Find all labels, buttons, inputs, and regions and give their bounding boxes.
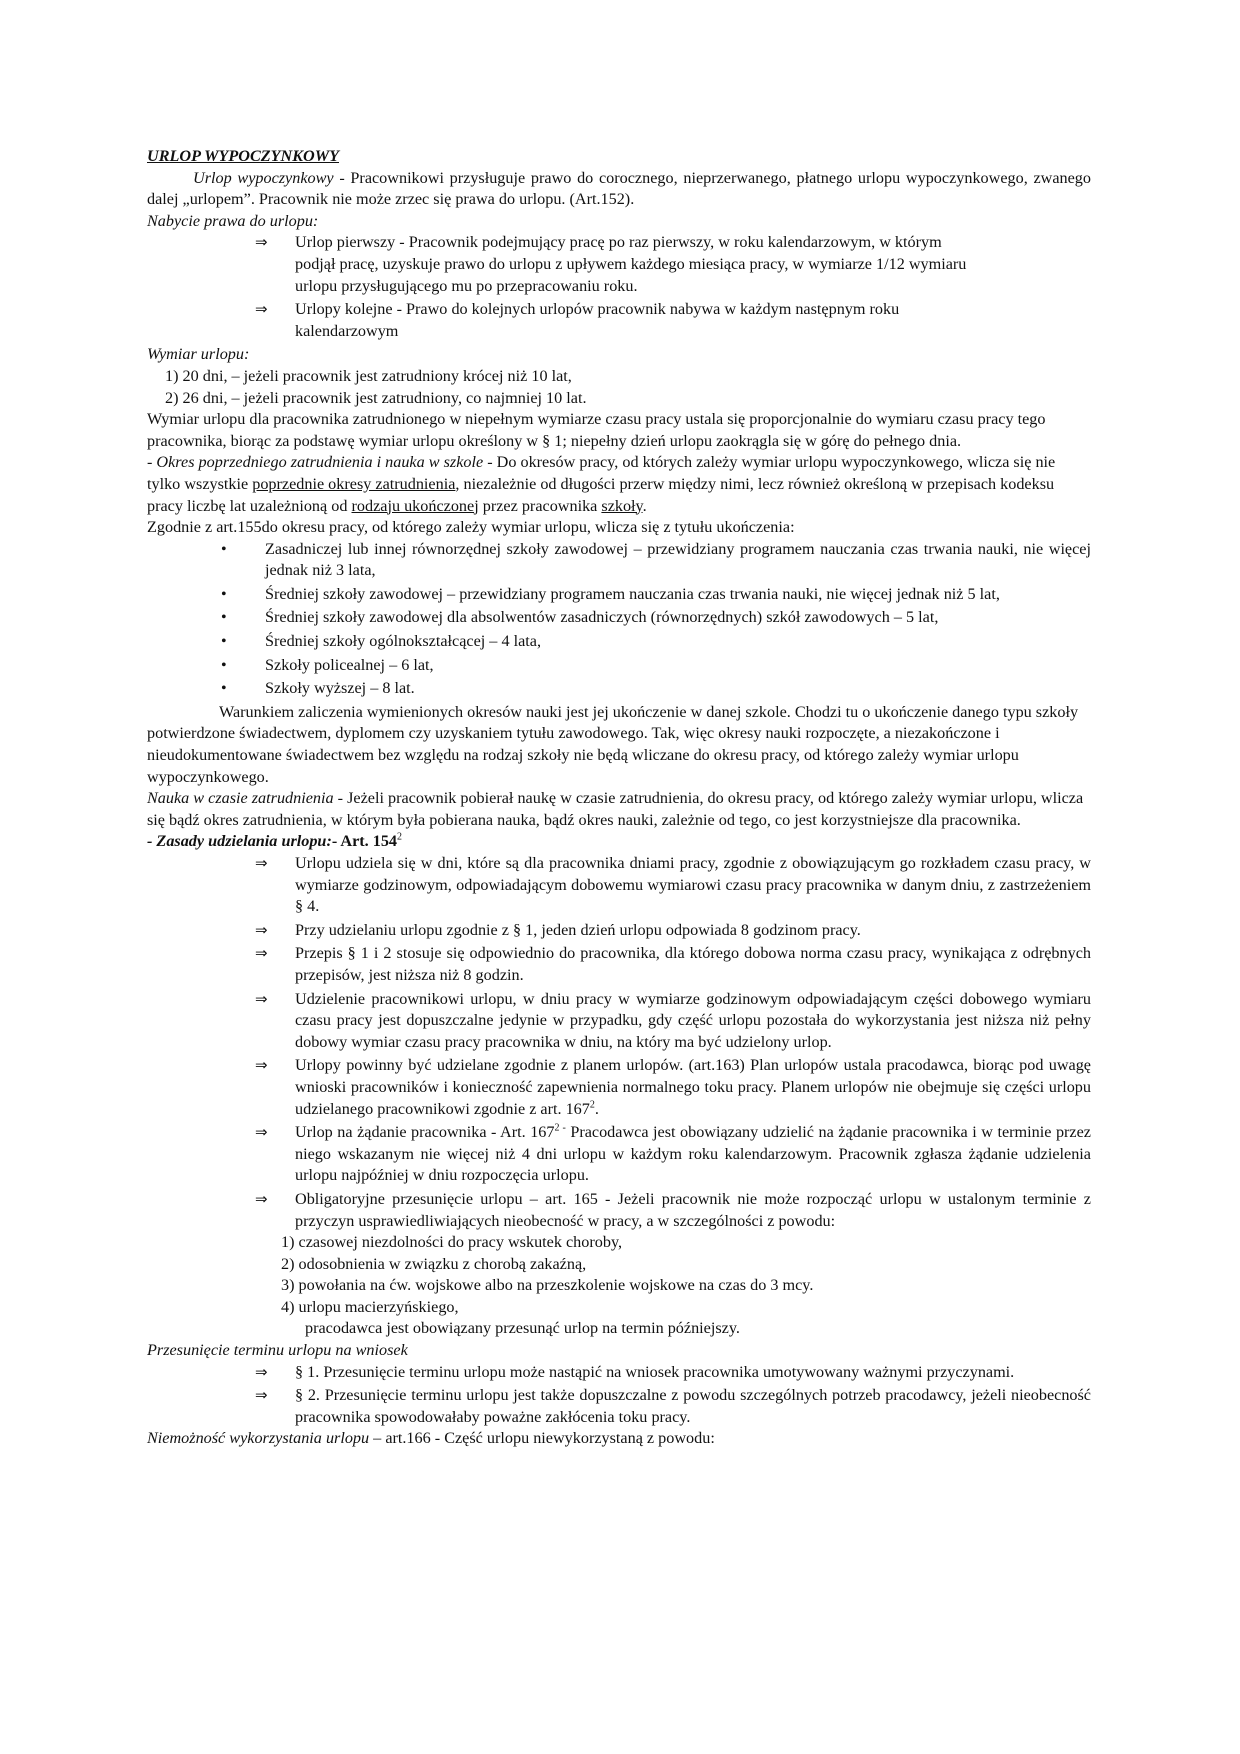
list-item — [147, 1362, 1091, 1384]
szkola-item-1: Zasadniczej lub innej równorzędnej szkoły zawodowej – przewidziany programem nauczania czas trwania nauki, nie więcej jednak niż 3 lata, — [265, 539, 1091, 580]
arrow-icon: ⇒ — [255, 233, 268, 252]
wymiar-item-1: 1) 20 dni, – jeżeli pracownik jest zatrudniony krócej niż 10 lat, — [165, 366, 572, 385]
nabycie-item-2: Urlopy kolejne - Prawo do kolejnych urlopów pracownik nabywa w każdym następnym roku kalendarzowym — [295, 300, 900, 340]
oblig-sub-4: 4) urlopu macierzyńskiego, — [281, 1297, 459, 1316]
zadanie-sup: 2 - — [554, 1122, 566, 1134]
plan-item — [295, 1055, 1091, 1120]
nabycie-item-1: Urlop pierwszy - Pracownik podejmujący pracę po raz pierwszy, w roku kalendarzowym, w którym podjął pracę, uzyskuje prawo do urlopu z upływem każdego miesiąca pracy, w wymiarze 1/12 wymiaru urlopu przysługującego mu po przepracowaniu roku. — [295, 233, 967, 295]
zasady-item-3: Przepis § 1 i 2 stosuje się odpowiednio do pracownika, dla którego dobowa norma czasu pracy, wynikająca z odrębnych przepisów, jest niższa niż 8 godzin. — [295, 944, 1091, 984]
szkola-item-5: Szkoły policealnej – 6 lat, — [265, 655, 434, 674]
list-item — [147, 299, 1091, 342]
oblig-end: pracodawca jest obowiązany przesunąć urlop na termin późniejszy. — [305, 1319, 740, 1338]
list-item — [147, 631, 1091, 653]
arrow-icon: ⇒ — [255, 1056, 268, 1075]
plan-sup: 2 — [589, 1099, 595, 1111]
szkola-item-4: Średniej szkoły ogólnokształcącej – 4 lata, — [265, 632, 542, 651]
zasady-item-4: Udzielenie pracownikowi urlopu, w dniu pracy w wymiarze godzinowym odpowiadającym części dobowego wymiaru czasu pracy jest dopuszczalne jedynie w przypadku, gdy część urlopu pozostała do wykorzystania jest niższa niż pełny dobowy wymiar czasu pracy pracownika w dniu, na który ma być udzielony urlop. — [295, 989, 1091, 1051]
okres-underline-2: rodzaju ukończonej — [351, 496, 479, 515]
list-item — [147, 989, 1091, 1054]
niemoz-term: Niemożność wykorzystania urlopu — [147, 1429, 370, 1448]
okres-underline-1: poprzednie okresy zatrudnienia — [252, 474, 456, 493]
arrow-icon: ⇒ — [255, 854, 268, 872]
nauka-paragraph — [147, 788, 1091, 831]
bullet-icon: • — [221, 656, 227, 674]
wymiar-heading: Wymiar urlopu: — [147, 345, 250, 364]
bullet-icon: • — [221, 609, 227, 627]
intro-paragraph — [147, 168, 1091, 211]
okres-paragraph — [147, 452, 1091, 517]
niemoz-text: – art.166 - Część urlopu niewykorzystaną z powodu: — [369, 1429, 715, 1448]
arrow-icon: ⇒ — [255, 1123, 268, 1142]
arrow-icon: ⇒ — [255, 1362, 268, 1381]
przes-heading: Przesunięcie terminu urlopu na wniosek — [147, 1341, 408, 1360]
zasady-item-1: Urlopu udziela się w dni, które są dla pracownika dniami pracy, zgodnie z obowiązującym go rozkładem czasu pracy, w wymiarze godzinowym, odpowiadającym dobowemu wymiarowi czasu pracy pracownika w danym dniu, z zastrzeżeniem § 4. — [295, 854, 1091, 916]
plan-end: . — [594, 1099, 599, 1118]
zadanie-item — [295, 1122, 1091, 1187]
nauka-term: Nauka w czasie zatrudnienia — [147, 789, 334, 808]
zasady-sup: 2 — [397, 832, 403, 844]
list-item — [147, 232, 1091, 297]
list-item — [147, 920, 1091, 942]
list-item — [147, 584, 1091, 606]
niemoz-paragraph — [147, 1428, 1091, 1450]
bullet-icon: • — [221, 633, 227, 651]
arrow-icon: ⇒ — [255, 944, 268, 963]
arrow-icon: ⇒ — [255, 989, 268, 1008]
okres-text-2: , niezależnie od długości przerw między nimi, lecz również określoną w przepisach kodeksu pracy liczbę lat uzależnioną od — [147, 474, 1055, 515]
list-item — [147, 853, 1091, 918]
bullet-icon: • — [221, 540, 227, 558]
zasady-term: - Zasady udzielania urlopu: — [147, 832, 332, 851]
arrow-icon: ⇒ — [255, 300, 268, 319]
zasady-art: - Art. 154 — [331, 832, 398, 851]
list-item — [147, 655, 1091, 677]
okres-text-3: przez pracownika — [478, 496, 602, 515]
list-item — [147, 1122, 1091, 1187]
intro-term: Urlop wypoczynkowy — [193, 168, 334, 187]
list-item — [147, 1189, 1091, 1232]
oblig-item: Obligatoryjne przesunięcie urlopu – art. 165 - Jeżeli pracownik nie może rozpocząć urlopu w ustalonym terminie z przyczyn usprawiedliwiających nieobecność w pracy, a w szczególności z powodu: — [295, 1189, 1091, 1230]
bullet-icon: • — [221, 585, 227, 603]
zasady-heading — [147, 831, 1091, 853]
wymiar-item-2: 2) 26 dni, – jeżeli pracownik jest zatrudniony, co najmniej 10 lat. — [165, 388, 587, 407]
oblig-sub-2: 2) odosobnienia w związku z chorobą zakaźną, — [281, 1254, 587, 1273]
list-item — [147, 607, 1091, 629]
page-title: URLOP WYPOCZYNKOWY — [147, 147, 339, 165]
list-item — [147, 539, 1091, 582]
wymiar-paragraph: Wymiar urlopu dla pracownika zatrudnionego w niepełnym wymiarze czasu pracy ustala się proporcjonalnie do wymiaru czasu pracy tego pracownika, biorąc za podstawę wymiar urlopu określony w § 1; niepełny dzień urlopu zaokrągla się w górę do pełnego dnia. — [147, 410, 1046, 450]
warunek-paragraph: Warunkiem zaliczenia wymienionych okresów nauki jest jej ukończenie w danej szkole. Chodzi tu o ukończenie danego typu szkoły potwierdzone świadectwem, dyplomem czy uzyskaniem tytułu zawodowego. Tak, więc okresy nauki rozpoczęte, a niezakończone i nieudokumentowane świadectwem bez względu na rodzaj szkoły nie będą wliczane do okresu pracy, od którego zależy wymiar urlopu wypoczynkowego. — [147, 702, 1079, 786]
nabycie-heading: Nabycie prawa do urlopu: — [147, 211, 319, 230]
document-page — [147, 146, 1091, 1450]
nauka-text: - Jeżeli pracownik pobierał naukę w czasie zatrudnienia, do okresu pracy, od którego zależy wymiar urlopu, wlicza się bądź okres zatrudnienia, w którym była pobierana nauka, bądź okres nauki, zależnie od tego, co jest korzystniejsze dla pracownika. — [147, 789, 1084, 829]
plan-text: Urlopy powinny być udzielane zgodnie z planem urlopów. (art.163) Plan urlopów ustala pracodawca, biorąc pod uwagę wnioski pracowników i konieczność zapewnienia normalnego toku pracy. Planem urlopów nie obejmuje się części urlopu udzielanego pracownikowi zgodnie z art. 167 — [295, 1056, 1091, 1118]
list-item — [147, 943, 1091, 986]
zasady-item-2: Przy udzielaniu urlopu zgodnie z § 1, jeden dzień urlopu odpowiada 8 godzinom pracy. — [295, 920, 861, 939]
szkola-item-3: Średniej szkoły zawodowej dla absolwentów zasadniczych (równorzędnych) szkół zawodowych – 5 lat, — [265, 608, 939, 627]
oblig-sub-1: 1) czasowej niezdolności do pracy wskutek choroby, — [281, 1233, 623, 1252]
list-item — [147, 1385, 1091, 1428]
oblig-sub-3: 3) powołania na ćw. wojskowe albo na przeszkolenie wojskowe na czas do 3 mcy. — [281, 1276, 814, 1295]
list-item — [147, 678, 1091, 700]
zadanie-text-1: Urlop na żądanie pracownika - Art. 167 — [295, 1123, 555, 1142]
intro-text: - Pracownikowi przysługuje prawo do corocznego, nieprzerwanego, płatnego urlopu wypoczynkowego, zwanego dalej „urlopem”. Pracownik nie może zrzec się prawa do urlopu. (Art.152). — [147, 168, 1091, 209]
okres-text-1: - Do okresów pracy, od których zależy wymiar urlopu wypoczynkowego, wlicza się nie tylko wszystkie — [147, 453, 1056, 493]
przes-item-2: § 2. Przesunięcie terminu urlopu jest także dopuszczalne z powodu szczególnych potrzeb pracodawcy, jeżeli nieobecność pracownika spowodowałaby poważne zakłócenia toku pracy. — [295, 1386, 1091, 1426]
zadanie-text-2: Pracodawca jest obowiązany udzielić na żądanie pracownika i w terminie przez niego wskazanym nie więcej niż 4 dni urlopu w każdym roku kalendarzowym. Pracownik zgłasza żądanie udzielenia urlopu najpóźniej w dniu rozpoczęcia urlopu. — [295, 1123, 1091, 1185]
okres-underline-3: szkoły — [601, 496, 643, 515]
arrow-icon: ⇒ — [255, 1386, 268, 1405]
arrow-icon: ⇒ — [255, 1189, 268, 1208]
arrow-icon: ⇒ — [255, 920, 268, 939]
przes-item-1: § 1. Przesunięcie terminu urlopu może nastąpić na wniosek pracownika umotywowany ważnymi przyczynami. — [295, 1362, 1015, 1381]
art155-intro: Zgodnie z art.155do okresu pracy, od którego zależy wymiar urlopu, wlicza się z tytułu ukończenia: — [147, 518, 795, 537]
szkola-item-2: Średniej szkoły zawodowej – przewidziany programem nauczania czas trwania nauki, nie więcej jednak niż 5 lat, — [265, 584, 1000, 603]
okres-text-4: . — [642, 496, 647, 515]
okres-term: - Okres poprzedniego zatrudnienia i nauka w szkole — [147, 453, 484, 472]
szkola-item-6: Szkoły wyższej – 8 lat. — [265, 679, 415, 698]
bullet-icon: • — [221, 680, 227, 698]
list-item — [147, 1055, 1091, 1120]
